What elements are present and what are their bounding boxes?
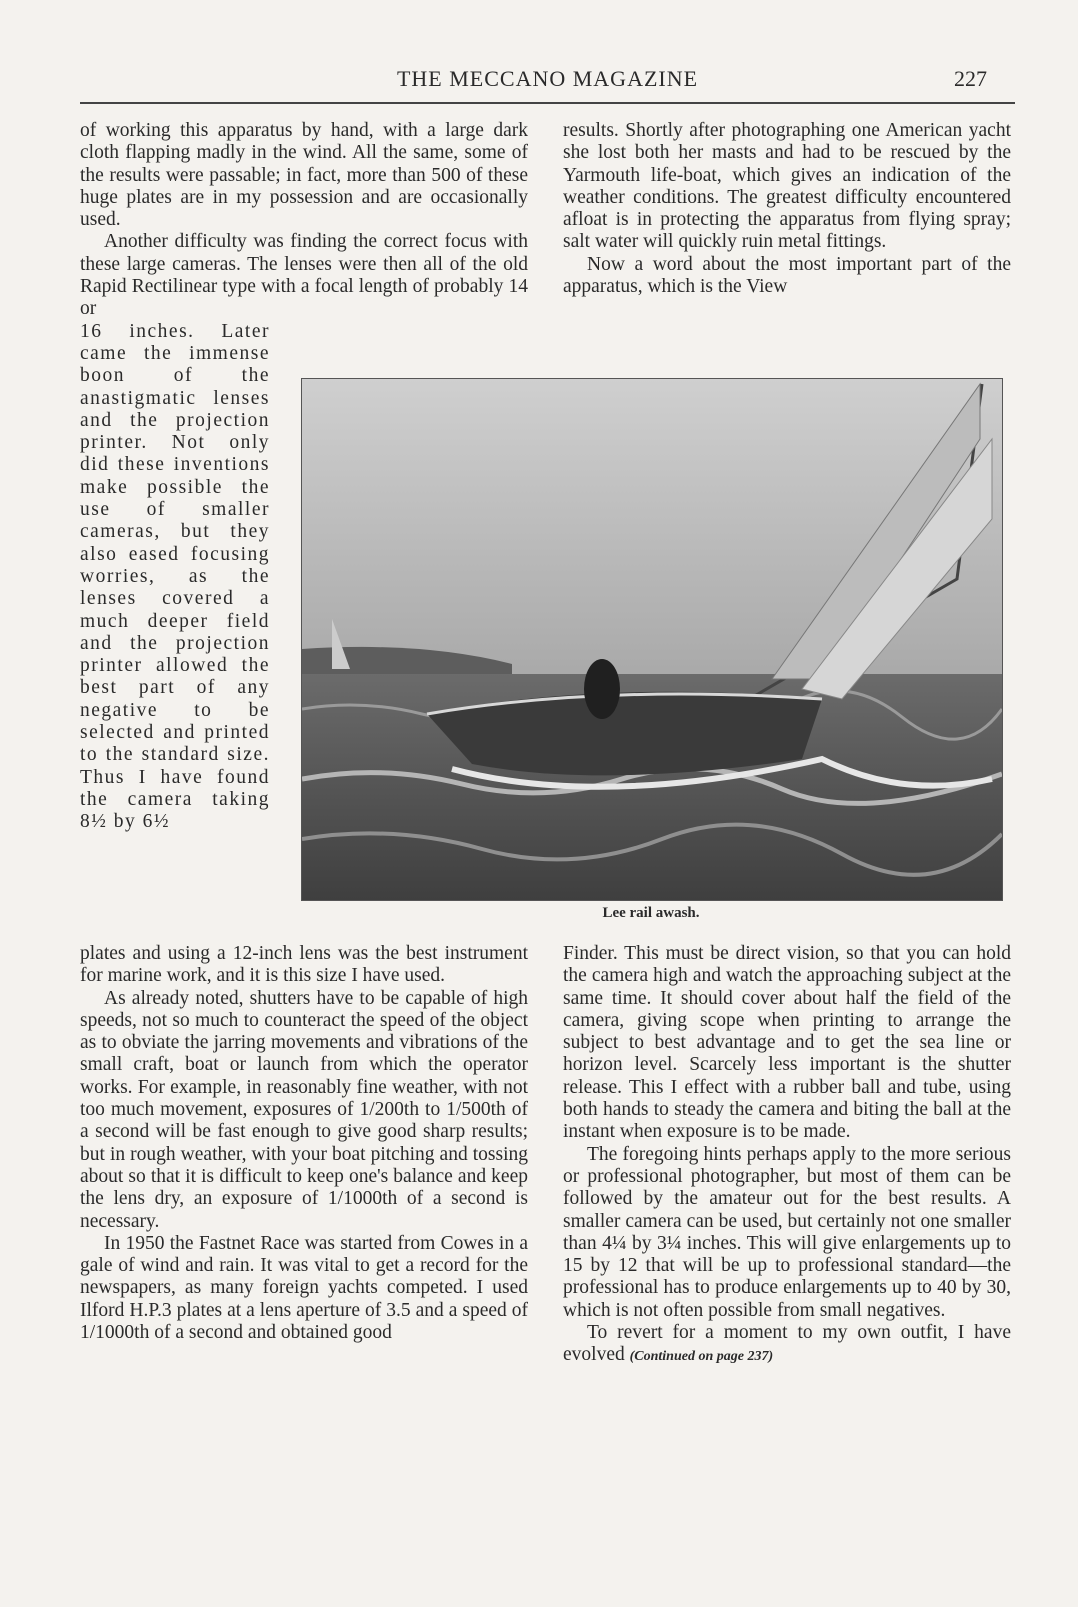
paragraph [563, 1322, 1011, 1369]
sailing-yacht-photo [301, 378, 1003, 901]
paragraph: As already noted, shutters have to be capable of high speeds, not so much to counteract the speed of the object as to obviate the jarring movements and vibrations of the small craft, boat or launch from which the operator works. For example, in reasonably fine weather, with not too much movement, exposures of 1/200th to 1/500th of a second will be fast enough to give good sharp results; but in rough weather, with your boat pitching and tossing about so that it is difficult to keep one's balance and keep the lens dry, an exposure of 1/1000th of a second is necessary. [80, 987, 528, 1232]
paragraph: Now a word about the most important part of the apparatus, which is the View [563, 253, 1011, 298]
paragraph: plates and using a 12-inch lens was the best instrument for marine work, and it is this size I have used. [80, 943, 528, 987]
sailor-figure [584, 659, 620, 719]
paragraph: The foregoing hints perhaps apply to the more serious or professional photographer, but most of them can be followed by the amateur out for the best results. A smaller camera can be used, but certainly not one smaller than 4¼ by 3¼ inches. This will give enlargements up to 15 by 12 that will be up to professional standard—the professional has to produce enlargements up to 40 by 30, which is not often possible from small negatives. [563, 1143, 1011, 1321]
paragraph-wrapped: 16 inches. Later came the immense boon of the anastigmatic lenses and the projection printer. Not only did these inventions make possible the use of smaller cameras, but they also eased focusing worries, as the lenses covered a much deeper field and the projection printer allowed the best part of any negative to be selected and printed to the standard size. Thus I have found the camera taking 8½ by 6½ [80, 320, 270, 833]
paragraph-text: To revert for a moment to my own outfit, I have evolved [563, 1322, 1011, 1366]
paragraph: results. Shortly after photographing one American yacht she lost both her masts and had to be rescued by the Yarmouth life-boat, which gives an indication of the weather conditions. The greatest difficulty encountered afloat is in protecting the apparatus from flying spray; salt water will quickly ruin metal fittings. [563, 120, 1011, 253]
page-header [80, 66, 1015, 104]
paragraph: In 1950 the Fastnet Race was started from Cowes in a gale of wind and rain. It was vital to get a record for the newspapers, as many foreign yachts competed. I used Ilford H.P.3 plates at a lens aperture of 3.5 and a speed of 1/1000th of a second and obtained good [80, 1232, 528, 1344]
continued-note: (Continued on page 237) [629, 1349, 774, 1365]
paragraph: Another difficulty was finding the correct focus with these large cameras. The lenses were then all of the old Rapid Rectilinear type with a focal length of probably 14 or [80, 231, 528, 320]
left-column-bottom [80, 943, 528, 1344]
paragraph: Finder. This must be direct vision, so that you can hold the camera high and watch the approaching subject at the same time. It should cover about half the field of the camera, giving scope when printing to arrange the subject to best advantage and to get the sea line or horizon level. Scarcely less important is the shutter release. This I effect with a rubber ball and tube, using both hands to steady the camera and biting the ball at the instant when exposure is to be made. [563, 943, 1011, 1143]
page-number: 227 [954, 66, 987, 91]
photo-illustration [302, 379, 1002, 900]
paragraph: of working this apparatus by hand, with a large dark cloth flapping madly in the wind. All the same, some of the results were passable; in fact, more than 500 of these huge plates are in my possession and are occasionally used. [80, 120, 528, 231]
magazine-title: THE MECCANO MAGAZINE [396, 66, 699, 91]
photo-caption: Lee rail awash. [602, 905, 700, 921]
right-column-top [563, 120, 1011, 298]
right-column-bottom [563, 943, 1011, 1369]
